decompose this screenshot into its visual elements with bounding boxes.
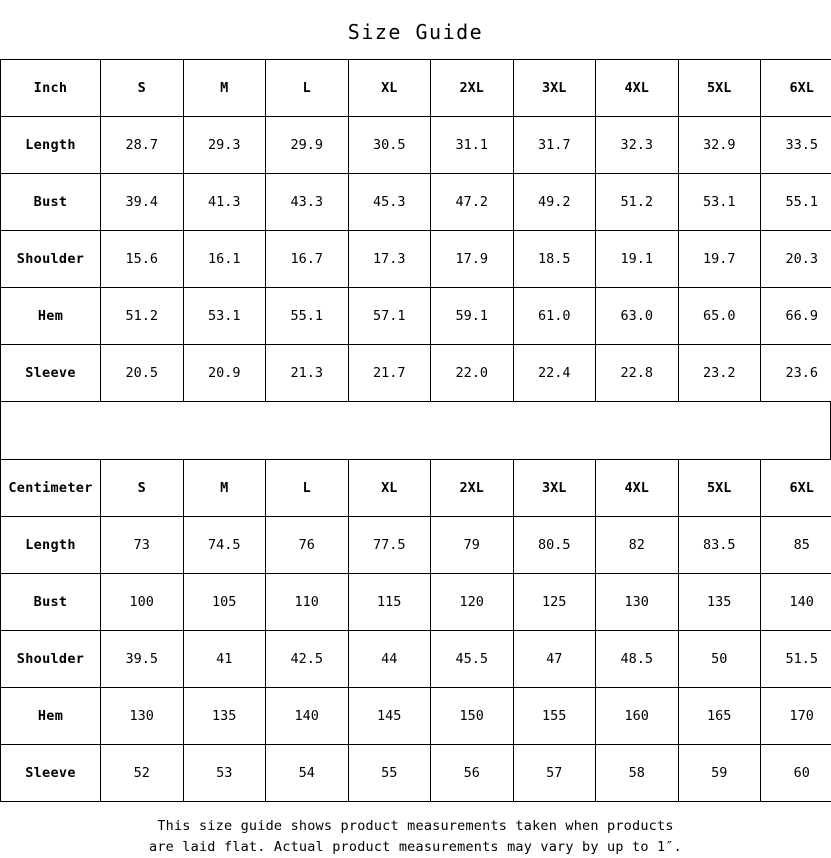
cell: 45.3 — [348, 174, 431, 231]
unit-label-centimeter: Centimeter — [1, 460, 101, 517]
cell: 30.5 — [348, 117, 431, 174]
cell: 32.3 — [596, 117, 679, 174]
cell: 43.3 — [266, 174, 349, 231]
cell: 59 — [678, 745, 761, 802]
row-label-length: Length — [1, 517, 101, 574]
table-header-row — [1, 460, 831, 517]
size-header-4xl: 4XL — [596, 60, 679, 117]
cell: 55.1 — [761, 174, 831, 231]
size-header-5xl: 5XL — [678, 60, 761, 117]
cell: 83.5 — [678, 517, 761, 574]
cell: 135 — [183, 688, 266, 745]
cell: 15.6 — [101, 231, 184, 288]
cell: 23.6 — [761, 345, 831, 402]
size-header-m: M — [183, 60, 266, 117]
table-row — [1, 345, 831, 402]
cell: 20.3 — [761, 231, 831, 288]
cell: 28.7 — [101, 117, 184, 174]
table-row — [1, 117, 831, 174]
cell: 110 — [266, 574, 349, 631]
cell: 82 — [596, 517, 679, 574]
table-row — [1, 631, 831, 688]
cell: 20.9 — [183, 345, 266, 402]
cell: 41 — [183, 631, 266, 688]
row-label-bust: Bust — [1, 574, 101, 631]
cell: 165 — [678, 688, 761, 745]
cell: 125 — [513, 574, 596, 631]
size-header-xl: XL — [348, 60, 431, 117]
cell: 39.4 — [101, 174, 184, 231]
footer-note-line-2: are laid flat. Actual product measurements may vary by up to 1″. — [0, 837, 831, 858]
cell: 42.5 — [266, 631, 349, 688]
row-label-shoulder: Shoulder — [1, 231, 101, 288]
cell: 77.5 — [348, 517, 431, 574]
cell: 16.7 — [266, 231, 349, 288]
table-row — [1, 174, 831, 231]
cell: 115 — [348, 574, 431, 631]
cell: 50 — [678, 631, 761, 688]
cell: 22.4 — [513, 345, 596, 402]
size-header-s: S — [101, 460, 184, 517]
size-header-l: L — [266, 460, 349, 517]
inch-size-table — [0, 59, 831, 402]
cell: 57 — [513, 745, 596, 802]
cell: 22.8 — [596, 345, 679, 402]
cell: 47.2 — [431, 174, 514, 231]
cell: 59.1 — [431, 288, 514, 345]
size-header-m: M — [183, 460, 266, 517]
cell: 29.9 — [266, 117, 349, 174]
cell: 21.3 — [266, 345, 349, 402]
unit-label-inch: Inch — [1, 60, 101, 117]
page-title: Size Guide — [0, 0, 831, 59]
cell: 145 — [348, 688, 431, 745]
cell: 130 — [596, 574, 679, 631]
size-header-3xl: 3XL — [513, 60, 596, 117]
cell: 45.5 — [431, 631, 514, 688]
centimeter-size-table — [0, 459, 831, 802]
cell: 73 — [101, 517, 184, 574]
cell: 53.1 — [183, 288, 266, 345]
cell: 52 — [101, 745, 184, 802]
row-label-length: Length — [1, 117, 101, 174]
size-header-l: L — [266, 60, 349, 117]
row-label-hem: Hem — [1, 288, 101, 345]
cell: 29.3 — [183, 117, 266, 174]
cell: 170 — [761, 688, 831, 745]
size-header-xl: XL — [348, 460, 431, 517]
cell: 120 — [431, 574, 514, 631]
cell: 80.5 — [513, 517, 596, 574]
cell: 48.5 — [596, 631, 679, 688]
table-separator — [0, 402, 831, 459]
size-header-5xl: 5XL — [678, 460, 761, 517]
cell: 44 — [348, 631, 431, 688]
cell: 16.1 — [183, 231, 266, 288]
footer-note-line-1: This size guide shows product measurements taken when products — [0, 816, 831, 837]
cell: 21.7 — [348, 345, 431, 402]
size-header-6xl: 6XL — [761, 460, 831, 517]
cell: 53 — [183, 745, 266, 802]
cell: 85 — [761, 517, 831, 574]
cell: 17.9 — [431, 231, 514, 288]
table-row — [1, 231, 831, 288]
cell: 41.3 — [183, 174, 266, 231]
cell: 63.0 — [596, 288, 679, 345]
table-row — [1, 288, 831, 345]
cell: 39.5 — [101, 631, 184, 688]
cell: 17.3 — [348, 231, 431, 288]
table-row — [1, 688, 831, 745]
size-header-3xl: 3XL — [513, 460, 596, 517]
cell: 65.0 — [678, 288, 761, 345]
table-row — [1, 745, 831, 802]
cell: 54 — [266, 745, 349, 802]
cell: 60 — [761, 745, 831, 802]
size-header-s: S — [101, 60, 184, 117]
cell: 19.7 — [678, 231, 761, 288]
size-header-4xl: 4XL — [596, 460, 679, 517]
cell: 55 — [348, 745, 431, 802]
table-row — [1, 517, 831, 574]
cell: 51.2 — [101, 288, 184, 345]
table-header-row — [1, 60, 831, 117]
cell: 51.5 — [761, 631, 831, 688]
cell: 155 — [513, 688, 596, 745]
cell: 140 — [266, 688, 349, 745]
cell: 18.5 — [513, 231, 596, 288]
cell: 160 — [596, 688, 679, 745]
cell: 58 — [596, 745, 679, 802]
cell: 135 — [678, 574, 761, 631]
footer-note — [0, 802, 831, 858]
cell: 23.2 — [678, 345, 761, 402]
cell: 32.9 — [678, 117, 761, 174]
cell: 31.7 — [513, 117, 596, 174]
row-label-bust: Bust — [1, 174, 101, 231]
cell: 79 — [431, 517, 514, 574]
cell: 20.5 — [101, 345, 184, 402]
cell: 100 — [101, 574, 184, 631]
cell: 22.0 — [431, 345, 514, 402]
row-label-shoulder: Shoulder — [1, 631, 101, 688]
cell: 53.1 — [678, 174, 761, 231]
cell: 130 — [101, 688, 184, 745]
cell: 61.0 — [513, 288, 596, 345]
cell: 150 — [431, 688, 514, 745]
row-label-sleeve: Sleeve — [1, 745, 101, 802]
cell: 47 — [513, 631, 596, 688]
size-header-2xl: 2XL — [431, 60, 514, 117]
cell: 56 — [431, 745, 514, 802]
cell: 105 — [183, 574, 266, 631]
cell: 49.2 — [513, 174, 596, 231]
cell: 57.1 — [348, 288, 431, 345]
cell: 33.5 — [761, 117, 831, 174]
cell: 66.9 — [761, 288, 831, 345]
cell: 140 — [761, 574, 831, 631]
cell: 55.1 — [266, 288, 349, 345]
cell: 19.1 — [596, 231, 679, 288]
size-header-2xl: 2XL — [431, 460, 514, 517]
cell: 51.2 — [596, 174, 679, 231]
cell: 31.1 — [431, 117, 514, 174]
row-label-sleeve: Sleeve — [1, 345, 101, 402]
size-header-6xl: 6XL — [761, 60, 831, 117]
cell: 76 — [266, 517, 349, 574]
row-label-hem: Hem — [1, 688, 101, 745]
table-row — [1, 574, 831, 631]
cell: 74.5 — [183, 517, 266, 574]
